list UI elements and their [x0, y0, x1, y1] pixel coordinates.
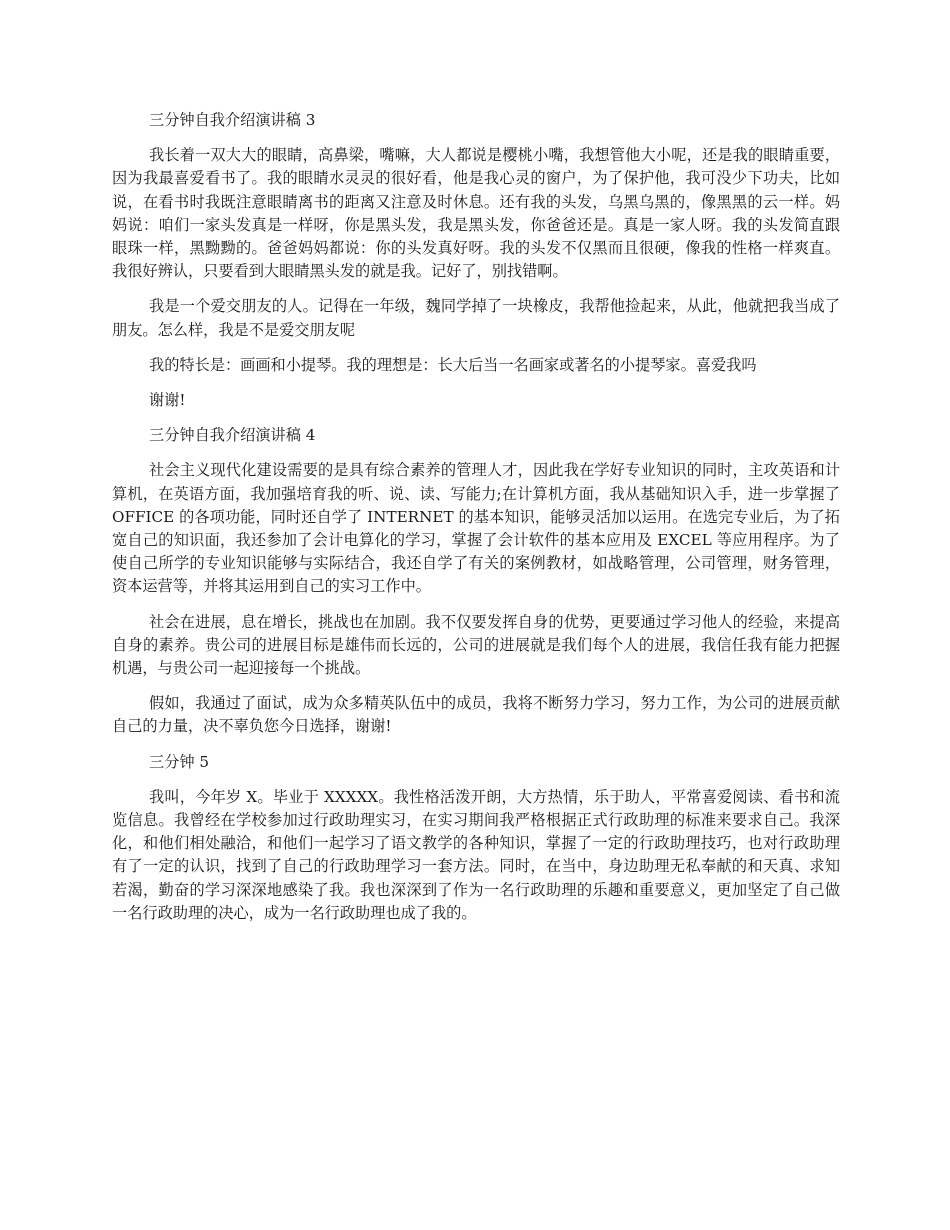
paragraph: 我长着一双大大的眼睛，高鼻梁，嘴嘛，大人都说是樱桃小嘴，我想管他大小呢，还是我的眼睛重要，因为我最喜爱看书了。我的眼睛水灵灵的很好看，他是我心灵的窗户，为了保护他，我可没少下功夫，比如说，在看书时我既注意眼睛离书的距离又注意及时休息。还有我的头发，乌黑乌黑的，像黑黑的云一样。妈妈说：咱们一家头发真是一样呀，你是黑头发，我是黑头发，你爸爸还是。真是一家人呀。我的头发简直跟眼珠一样，黑黝黝的。爸爸妈妈都说：你的头发真好呀。我的头发不仅黑而且很硬，像我的性格一样爽直。我很好辨认，只要看到大眼睛黑头发的就是我。记好了，别找错啊。 — [112, 146, 840, 281]
paragraph: 社会主义现代化建设需要的是具有综合素养的管理人才，因此我在学好专业知识的同时，主攻英语和计算机，在英语方面，我加强培育我的听、说、读、写能力;在计算机方面，我从基础知识入手，进一步掌握了 OFFICE 的各项功能，同时还自学了 INTERNET 的基本知识，能够灵活加以运用。在选完专业后，为了拓宽自己的知识面，我还参加了会计电算化的学习，掌握了会计软件的基本应用及 EXCEL 等应用程序。为了使自己所学的专业知识能够与实际结合，我还自学了有关的案例教材，如战略管理，公司管理，财务管理，资本运营等，并将其运用到自己的实习工作中。 — [112, 461, 840, 596]
paragraph: 我叫，今年岁 X。毕业于 XXXXX。我性格活泼开朗，大方热情，乐于助人，平常喜爱阅读、看书和流览信息。我曾经在学校参加过行政助理实习，在实习期间我严格根据正式行政助理的标准来要求自己。我深化，和他们相处融洽，和他们一起学习了语文教学的各种知识，掌握了一定的行政助理技巧，也对行政助理有了一定的认识，找到了自己的行政助理学习一套方法。同时，在当中，身边助理无私奉献的和天真、求知若渴，勤奋的学习深深地感染了我。我也深深到了作为一名行政助理的乐趣和重要意义，更加坚定了自己做一名行政助理的决心，成为一名行政助理也成了我的。 — [112, 787, 840, 922]
section-heading-3: 三分钟自我介绍演讲稿 3 — [149, 111, 316, 129]
paragraph: 我是一个爱交朋友的人。记得在一年级，魏同学掉了一块橡皮，我帮他捡起来，从此，他就把我当成了朋友。怎么样，我是不是爱交朋友呢 — [112, 297, 840, 339]
section-heading-4: 三分钟自我介绍演讲稿 4 — [149, 426, 316, 445]
paragraph: 谢谢! — [149, 391, 186, 410]
paragraph: 社会在进展，息在增长，挑战也在加剧。我不仅要发挥自身的优势，更要通过学习他人的经验，来提高自身的素养。贵公司的进展目标是雄伟而长远的，公司的进展就是我们每个人的进展，我信任我有能力把握机遇，与贵公司一起迎接每一个挑战。 — [112, 612, 840, 678]
paragraph: 我的特长是：画画和小提琴。我的理想是：长大后当一名画家或著名的小提琴家。喜爱我吗 — [149, 355, 757, 374]
section-heading-5: 三分钟 5 — [149, 752, 210, 771]
paragraph: 假如，我通过了面试，成为众多精英队伍中的成员，我将不断努力学习，努力工作，为公司的进展贡献自己的力量，决不辜负您今日选择，谢谢! — [112, 694, 840, 736]
document-page — [112, 109, 840, 937]
